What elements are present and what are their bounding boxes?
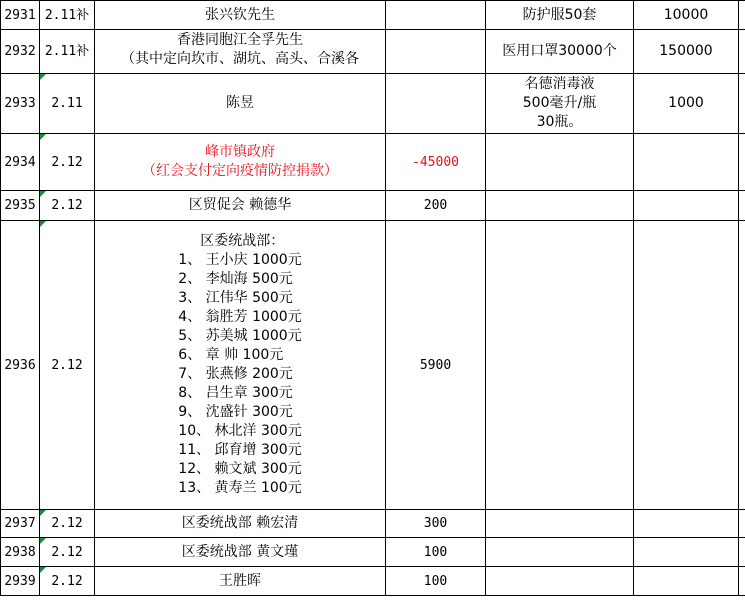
empty-cell[interactable] bbox=[739, 191, 745, 221]
value-cell[interactable]: 1000 bbox=[634, 74, 739, 134]
amount-cell[interactable] bbox=[386, 1, 486, 30]
serial-cell[interactable]: 2936 bbox=[1, 221, 40, 510]
empty-cell[interactable] bbox=[739, 538, 745, 567]
date-cell[interactable] bbox=[40, 567, 95, 596]
serial-cell[interactable]: 2933 bbox=[1, 74, 40, 134]
serial-cell[interactable]: 2935 bbox=[1, 191, 40, 221]
donor-group-title: 区委统战部： bbox=[200, 233, 285, 249]
date-text: 2.12 bbox=[51, 357, 83, 373]
amount-cell[interactable]: 5900 bbox=[386, 221, 486, 510]
goods-cell[interactable] bbox=[486, 510, 634, 538]
serial-cell[interactable]: 2939 bbox=[1, 567, 40, 596]
goods-cell[interactable] bbox=[486, 30, 634, 74]
date-cell[interactable] bbox=[40, 221, 95, 510]
table-row[interactable] bbox=[1, 191, 745, 221]
table-row[interactable] bbox=[1, 134, 745, 191]
value-cell[interactable]: 150000 bbox=[634, 30, 739, 74]
comment-marker-icon bbox=[40, 221, 46, 227]
empty-cell[interactable] bbox=[739, 134, 745, 191]
donor-cell[interactable] bbox=[95, 134, 386, 191]
goods-cell[interactable] bbox=[486, 134, 634, 191]
donor-line: 区委统战部 黄文瑾 bbox=[181, 543, 299, 560]
goods-line: 名德消毒液 bbox=[524, 76, 595, 92]
goods-line: 医用口罩30000个 bbox=[502, 43, 617, 59]
goods-cell[interactable] bbox=[486, 191, 634, 221]
table-row[interactable] bbox=[1, 567, 745, 596]
date-text: 2.12 bbox=[51, 154, 83, 170]
table-row[interactable] bbox=[1, 221, 745, 510]
value-cell[interactable] bbox=[634, 191, 739, 221]
date-cell[interactable] bbox=[40, 191, 95, 221]
donor-cell[interactable] bbox=[95, 1, 386, 30]
goods-cell[interactable] bbox=[486, 538, 634, 567]
serial-cell[interactable]: 2938 bbox=[1, 538, 40, 567]
donor-line: （其中定向坎市、湖坑、高头、合溪各 bbox=[121, 50, 359, 67]
goods-line: 防护服50套 bbox=[522, 6, 597, 23]
value-cell[interactable]: 10000 bbox=[634, 1, 739, 30]
empty-cell[interactable] bbox=[739, 30, 745, 74]
goods-cell[interactable] bbox=[486, 74, 634, 134]
date-text: 2.12 bbox=[51, 198, 83, 213]
amount-cell[interactable] bbox=[386, 74, 486, 134]
date-cell[interactable] bbox=[40, 510, 95, 538]
donor-list-item: 8、 吕生章 300元 bbox=[178, 385, 293, 401]
donor-line: 张兴钦先生 bbox=[205, 6, 275, 23]
empty-cell[interactable] bbox=[739, 1, 745, 30]
empty-cell[interactable] bbox=[739, 74, 745, 134]
table-row[interactable] bbox=[1, 538, 745, 567]
donor-line: 王胜晖 bbox=[219, 572, 261, 589]
goods-cell[interactable] bbox=[486, 567, 634, 596]
comment-marker-icon bbox=[40, 567, 46, 573]
date-cell[interactable] bbox=[40, 134, 95, 191]
comment-marker-icon bbox=[40, 191, 46, 197]
amount-cell[interactable]: 200 bbox=[386, 191, 486, 221]
donor-list-item: 1、 王小庆 1000元 bbox=[178, 252, 302, 268]
empty-cell[interactable] bbox=[739, 510, 745, 538]
date-text: 2.12 bbox=[51, 516, 83, 531]
donor-line: 香港同胞江全孚先生 bbox=[177, 31, 303, 48]
donor-list-item: 3、 江伟华 500元 bbox=[178, 290, 293, 306]
comment-marker-icon bbox=[40, 538, 46, 544]
donor-line: 峰市镇政府 bbox=[205, 144, 275, 160]
value-cell[interactable] bbox=[634, 538, 739, 567]
comment-marker-icon bbox=[40, 510, 46, 516]
donor-list-item: 2、 李灿海 500元 bbox=[178, 271, 293, 287]
value-cell[interactable] bbox=[634, 134, 739, 191]
donor-cell[interactable] bbox=[95, 221, 386, 510]
value-cell[interactable] bbox=[634, 221, 739, 510]
donor-line: 陈昱 bbox=[226, 95, 254, 111]
table-row[interactable] bbox=[1, 30, 745, 74]
donor-cell[interactable] bbox=[95, 191, 386, 221]
serial-cell[interactable]: 2931 bbox=[1, 1, 40, 30]
goods-cell[interactable] bbox=[486, 221, 634, 510]
date-text: 2.12 bbox=[51, 573, 83, 589]
date-cell[interactable]: 2.11补 bbox=[40, 30, 95, 74]
donor-line: （红会支付定向疫情防控捐款） bbox=[142, 163, 338, 179]
serial-cell[interactable]: 2932 bbox=[1, 30, 40, 74]
serial-cell[interactable]: 2934 bbox=[1, 134, 40, 191]
empty-cell[interactable] bbox=[739, 221, 745, 510]
donor-list-item: 13、 黄寿兰 100元 bbox=[178, 480, 302, 496]
donor-list-item: 9、 沈盛针 300元 bbox=[178, 404, 293, 420]
empty-cell[interactable] bbox=[739, 567, 745, 596]
date-cell[interactable] bbox=[40, 74, 95, 134]
goods-line: 30瓶。 bbox=[536, 114, 583, 130]
date-text: 2.12 bbox=[51, 544, 83, 560]
value-cell[interactable] bbox=[634, 510, 739, 538]
donor-line: 区贸促会 赖德华 bbox=[188, 197, 292, 213]
date-text: 2.11 bbox=[51, 96, 83, 111]
donor-line: 区委统战部 赖宏清 bbox=[181, 515, 299, 531]
donor-list-item: 6、 章 帅 100元 bbox=[178, 347, 284, 363]
donor-cell[interactable] bbox=[95, 510, 386, 538]
donor-list-item: 5、 苏美城 1000元 bbox=[178, 328, 302, 344]
donor-list-item: 11、 邱育增 300元 bbox=[178, 442, 302, 458]
table-row[interactable] bbox=[1, 1, 745, 30]
serial-cell[interactable]: 2937 bbox=[1, 510, 40, 538]
table-row[interactable] bbox=[1, 510, 745, 538]
donor-cell[interactable] bbox=[95, 538, 386, 567]
date-cell[interactable] bbox=[40, 538, 95, 567]
value-cell[interactable] bbox=[634, 567, 739, 596]
date-cell[interactable]: 2.11补 bbox=[40, 1, 95, 30]
goods-cell[interactable] bbox=[486, 1, 634, 30]
donor-list-item: 4、 翁胜芳 1000元 bbox=[178, 309, 302, 325]
comment-marker-icon bbox=[40, 134, 46, 140]
amount-cell[interactable]: 300 bbox=[386, 510, 486, 538]
comment-marker-icon bbox=[40, 74, 46, 80]
donor-list-item: 7、 张燕修 200元 bbox=[178, 366, 293, 382]
amount-cell[interactable]: 100 bbox=[386, 567, 486, 596]
donor-cell[interactable] bbox=[95, 30, 386, 74]
donor-list-item: 12、 赖文斌 300元 bbox=[178, 461, 302, 477]
amount-cell[interactable]: 100 bbox=[386, 538, 486, 567]
donor-cell[interactable] bbox=[95, 74, 386, 134]
donor-cell[interactable] bbox=[95, 567, 386, 596]
donor-list-item: 10、 林北洋 300元 bbox=[178, 423, 302, 439]
amount-cell[interactable]: -45000 bbox=[386, 134, 486, 191]
amount-cell[interactable] bbox=[386, 30, 486, 74]
table-row[interactable] bbox=[1, 74, 745, 134]
goods-line: 500毫升/瓶 bbox=[522, 95, 597, 111]
